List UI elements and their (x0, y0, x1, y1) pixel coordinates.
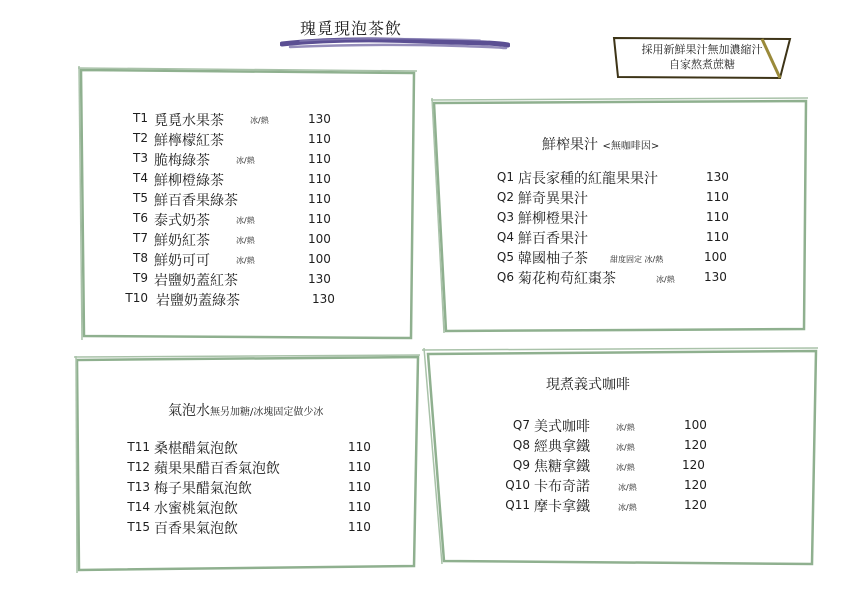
item-price: 110 (308, 212, 331, 226)
item-price: 110 (348, 440, 371, 454)
list-item (78, 250, 418, 270)
list-item (78, 290, 418, 310)
item-price: 110 (308, 172, 331, 186)
list-item (78, 210, 418, 230)
item-name: 美式咖啡 (534, 419, 590, 435)
tea-menu-panel (78, 66, 418, 342)
item-name: 韓國柚子茶 (518, 251, 588, 267)
juice-menu-panel (430, 98, 810, 334)
item-note: 冰/熱 (618, 483, 637, 492)
list-item (74, 438, 422, 458)
list-item (74, 458, 422, 478)
item-price: 110 (706, 190, 729, 204)
item-code: T13 (127, 480, 150, 494)
sparkling-heading-title: 氣泡水 (168, 403, 210, 419)
list-item (430, 188, 810, 208)
sparkling-menu-panel (74, 354, 422, 576)
list-item (78, 130, 418, 150)
item-code: T3 (133, 151, 148, 165)
notice-line-1: 採用新鮮果汁無加濃縮汁 (641, 43, 763, 56)
list-item (420, 416, 820, 436)
item-code: Q1 (496, 170, 514, 184)
item-code: T4 (133, 171, 148, 185)
item-name: 卡布奇諾 (534, 479, 590, 495)
list-item (78, 190, 418, 210)
item-code: Q4 (496, 230, 514, 244)
item-name: 脆梅綠茶 (154, 153, 210, 169)
item-code: Q6 (496, 270, 514, 284)
item-code: T5 (133, 191, 148, 205)
coffee-heading: 現煮義式咖啡 (546, 377, 630, 393)
item-code: T10 (125, 291, 148, 305)
item-name: 鮮百香果汁 (518, 231, 588, 247)
item-note: 冰/熱 (616, 463, 635, 472)
title-brush-stroke (280, 36, 510, 52)
item-code: T1 (133, 111, 148, 125)
item-code: Q10 (505, 478, 530, 492)
item-name: 鮮奇異果汁 (518, 191, 588, 207)
item-name: 鮮百香果綠茶 (154, 193, 238, 209)
item-name: 店長家種的紅龍果果汁 (518, 171, 658, 187)
item-code: T11 (127, 440, 150, 454)
item-code: Q2 (496, 190, 514, 204)
item-code: T6 (133, 211, 148, 225)
list-item (420, 436, 820, 456)
item-price: 110 (348, 520, 371, 534)
list-item (78, 230, 418, 250)
item-name: 菊花枸苟紅棗茶 (518, 271, 616, 287)
sparkling-heading-sub: 無另加糖/冰塊固定做少冰 (210, 407, 324, 418)
item-note: 冰/熱 (236, 216, 255, 225)
item-price: 130 (308, 272, 331, 286)
item-price: 110 (348, 500, 371, 514)
item-name: 泰式奶茶 (154, 213, 210, 229)
item-note: 冰/熱 (236, 236, 255, 245)
item-name: 焦糖拿鐵 (534, 459, 590, 475)
item-name: 蘋果果醋百香氣泡飲 (154, 461, 280, 477)
list-item (420, 496, 820, 516)
item-note: 冰/熱 (236, 156, 255, 165)
item-code: Q8 (512, 438, 530, 452)
item-name: 岩鹽奶蓋紅茶 (154, 273, 238, 289)
item-code: T14 (127, 500, 150, 514)
juice-heading (542, 134, 659, 154)
item-note: 冰/熱 (656, 275, 675, 284)
item-price: 130 (312, 292, 335, 306)
item-price: 110 (348, 460, 371, 474)
item-note: 冰/熱 (250, 116, 269, 125)
notice-line-2: 自家熬煮蔗糖 (669, 58, 735, 71)
item-price: 100 (308, 232, 331, 246)
item-name: 鮮檸檬紅茶 (154, 133, 224, 149)
item-code: Q5 (496, 250, 514, 264)
sparkling-heading (168, 400, 323, 420)
list-item (430, 268, 810, 288)
item-price: 110 (308, 132, 331, 146)
list-item (74, 498, 422, 518)
item-price: 100 (308, 252, 331, 266)
item-name: 梅子果醋氣泡飲 (154, 481, 252, 497)
list-item (78, 270, 418, 290)
list-item (430, 208, 810, 228)
juice-heading-title: 鮮榨果汁 (542, 137, 598, 153)
item-price: 110 (348, 480, 371, 494)
page-title: 瑰覓現泡茶飲 (300, 19, 403, 38)
list-item (78, 110, 418, 130)
item-name: 百香果氣泡飲 (154, 521, 238, 537)
list-item (420, 476, 820, 496)
list-item (430, 168, 810, 188)
item-code: Q7 (512, 418, 530, 432)
list-item (74, 478, 422, 498)
item-code: Q9 (512, 458, 530, 472)
item-name: 鮮柳橙綠茶 (154, 173, 224, 189)
list-item (430, 248, 810, 268)
item-price: 100 (684, 418, 707, 432)
item-note: 冰/熱 (616, 443, 635, 452)
item-note: 甜度固定 冰/熱 (610, 255, 664, 264)
item-name: 摩卡拿鐵 (534, 499, 590, 515)
item-note: 冰/熱 (618, 503, 637, 512)
item-name: 鮮奶可可 (154, 253, 210, 269)
item-code: T9 (133, 271, 148, 285)
list-item (430, 228, 810, 248)
list-item (78, 170, 418, 190)
item-price: 130 (706, 170, 729, 184)
list-item (74, 518, 422, 538)
item-price: 100 (704, 250, 727, 264)
item-price: 110 (308, 152, 331, 166)
item-name: 鮮柳橙果汁 (518, 211, 588, 227)
item-price: 120 (684, 498, 707, 512)
item-note: 冰/熱 (236, 256, 255, 265)
notice-box (612, 36, 792, 80)
item-price: 120 (684, 478, 707, 492)
item-price: 110 (706, 230, 729, 244)
item-note: 冰/熱 (616, 423, 635, 432)
item-price: 110 (308, 192, 331, 206)
item-name: 桑椹醋氣泡飲 (154, 441, 238, 457)
item-code: Q3 (496, 210, 514, 224)
item-code: T2 (133, 131, 148, 145)
item-code: T7 (133, 231, 148, 245)
item-price: 130 (308, 112, 331, 126)
item-price: 120 (684, 438, 707, 452)
item-price: 130 (704, 270, 727, 284)
juice-heading-sub: <無咖啡因> (602, 141, 660, 152)
item-code: T8 (133, 251, 148, 265)
item-price: 120 (682, 458, 705, 472)
item-name: 岩鹽奶蓋綠茶 (156, 293, 240, 309)
item-name: 經典拿鐵 (534, 439, 590, 455)
item-name: 覓覓水果茶 (154, 113, 224, 129)
item-code: T12 (127, 460, 150, 474)
item-name: 水蜜桃氣泡飲 (154, 501, 238, 517)
item-price: 110 (706, 210, 729, 224)
list-item (78, 150, 418, 170)
coffee-menu-panel (420, 346, 820, 568)
item-code: T15 (127, 520, 150, 534)
item-code: Q11 (505, 498, 530, 512)
item-name: 鮮奶紅茶 (154, 233, 210, 249)
list-item (420, 456, 820, 476)
